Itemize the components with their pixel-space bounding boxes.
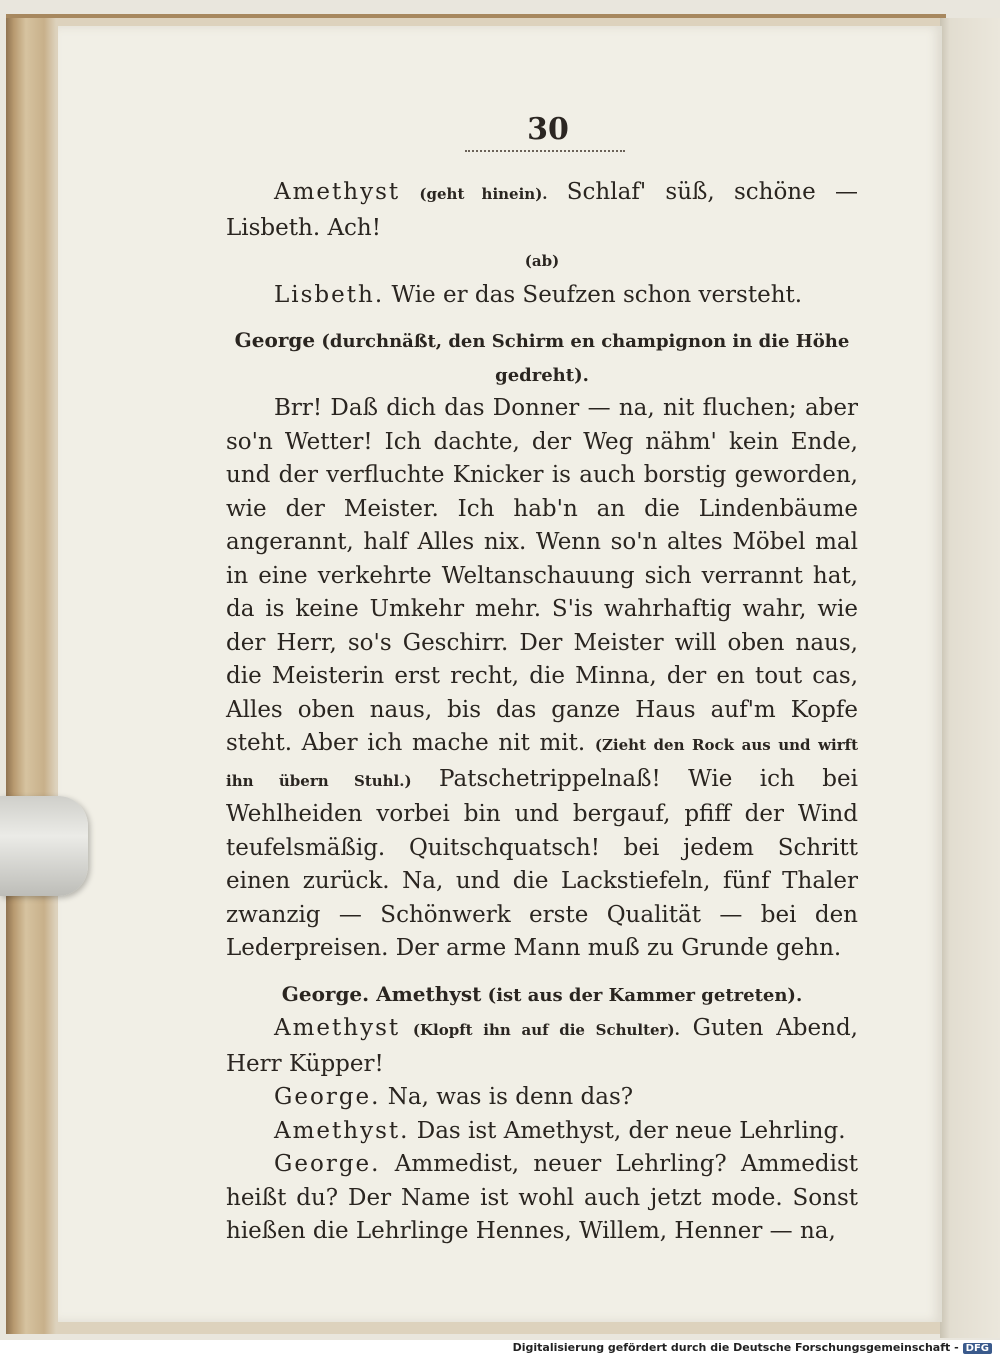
- paragraph: [226, 1081, 858, 1115]
- paragraph: [226, 1148, 858, 1249]
- dialogue-text: Patschetrippelnaß! Wie ich bei Wehlheiden vorbei bin und bergauf, pfiff der Wind teufelsmäßig. Quitschquatsch! bei jedem Schritt einen zurück. Na, und die Lackstiefeln, fünf Thaler zwanzig — Schönwerk erste Qualität — bei den Lederpreisen. Der arme Mann muß zu Grunde gehn.: [226, 765, 858, 961]
- paragraph: [226, 176, 858, 245]
- speaker-name: Lisbeth.: [274, 281, 385, 308]
- dialogue-text: Guten Abend, Herr Küpper!: [226, 1015, 858, 1077]
- scene-heading: [226, 324, 858, 392]
- scene-heading: [226, 978, 858, 1013]
- footer-text: Digitalisierung gefördert durch die Deutsche Forschungsgemeinschaft -: [512, 1341, 959, 1354]
- paragraph: [226, 392, 858, 966]
- speaker-name: Amethyst: [274, 179, 401, 205]
- page-text: [226, 176, 858, 1249]
- speaker-name: George.: [274, 1151, 381, 1177]
- speaker-names: George. Amethyst: [281, 981, 482, 1006]
- speaker-name: Amethyst: [274, 1015, 401, 1041]
- stage-direction: (Zieht den Rock aus und wirft ihn übern Stuhl.): [226, 736, 858, 790]
- speaker-name: George.: [274, 1084, 381, 1110]
- dialogue-text: Das ist Amethyst, der neue Lehrling.: [416, 1117, 846, 1144]
- dialogue-text: Wie er das Seufzen schon versteht.: [391, 281, 803, 308]
- paragraph: [226, 279, 858, 313]
- stage-direction: (durchnäßt, den Schirm en champignon in die Höhe gedreht).: [321, 331, 850, 386]
- footer-credit: [513, 1341, 992, 1354]
- dialogue-text: Ammedist, neuer Lehrling? Ammedist heißt du? Der Name ist wohl auch jetzt mode. Sonst hießen die Lehrlinge Hennes, Willem, Henner — na,: [226, 1151, 859, 1244]
- speaker-name: Amethyst.: [274, 1117, 410, 1144]
- paragraph: [226, 1115, 858, 1149]
- dfg-logo: DFG: [963, 1343, 992, 1354]
- speaker-name: George: [234, 328, 316, 352]
- ornamental-rule: [465, 146, 625, 152]
- page-clip: [0, 796, 88, 896]
- stage-direction-exit: (ab): [524, 252, 560, 270]
- stage-direction: (geht hinein).: [419, 185, 548, 203]
- book-gutter: [940, 18, 1000, 1338]
- dialogue-text: Brr! Daß dich das Donner — na, nit fluchen; aber so'n Wetter! Ich dachte, der Weg nähm' kein Ende, und der verfluchte Knicker is auch borstig geworden, wie der Meister. Ich hab'n an die Lindenbäume angerannt, half Alles nix. Wenn so'n altes Möbel mal in eine verkehrte Weltanschauung sich verrannt hat, da is keine Umkehr mehr. S'is wahrhaftig wahr, wie der Herr, so's Geschirr. Der Meister will oben naus, die Meisterin erst recht, die Minna, der en tout cas, Alles oben naus, bis das ganze Haus auf'm Kopfe steht. Aber ich mache nit mit.: [226, 395, 858, 756]
- stage-direction: (Klopft ihn auf die Schulter).: [412, 1021, 680, 1039]
- dialogue-text: Schlaf' süß, schöne — Lisbeth. Ach!: [226, 179, 858, 241]
- stage-direction: (ist aus der Kammer getreten).: [487, 984, 803, 1006]
- page-number: 30: [527, 112, 569, 147]
- paragraph: [226, 1012, 858, 1081]
- dialogue-text: Na, was is denn das?: [387, 1084, 634, 1110]
